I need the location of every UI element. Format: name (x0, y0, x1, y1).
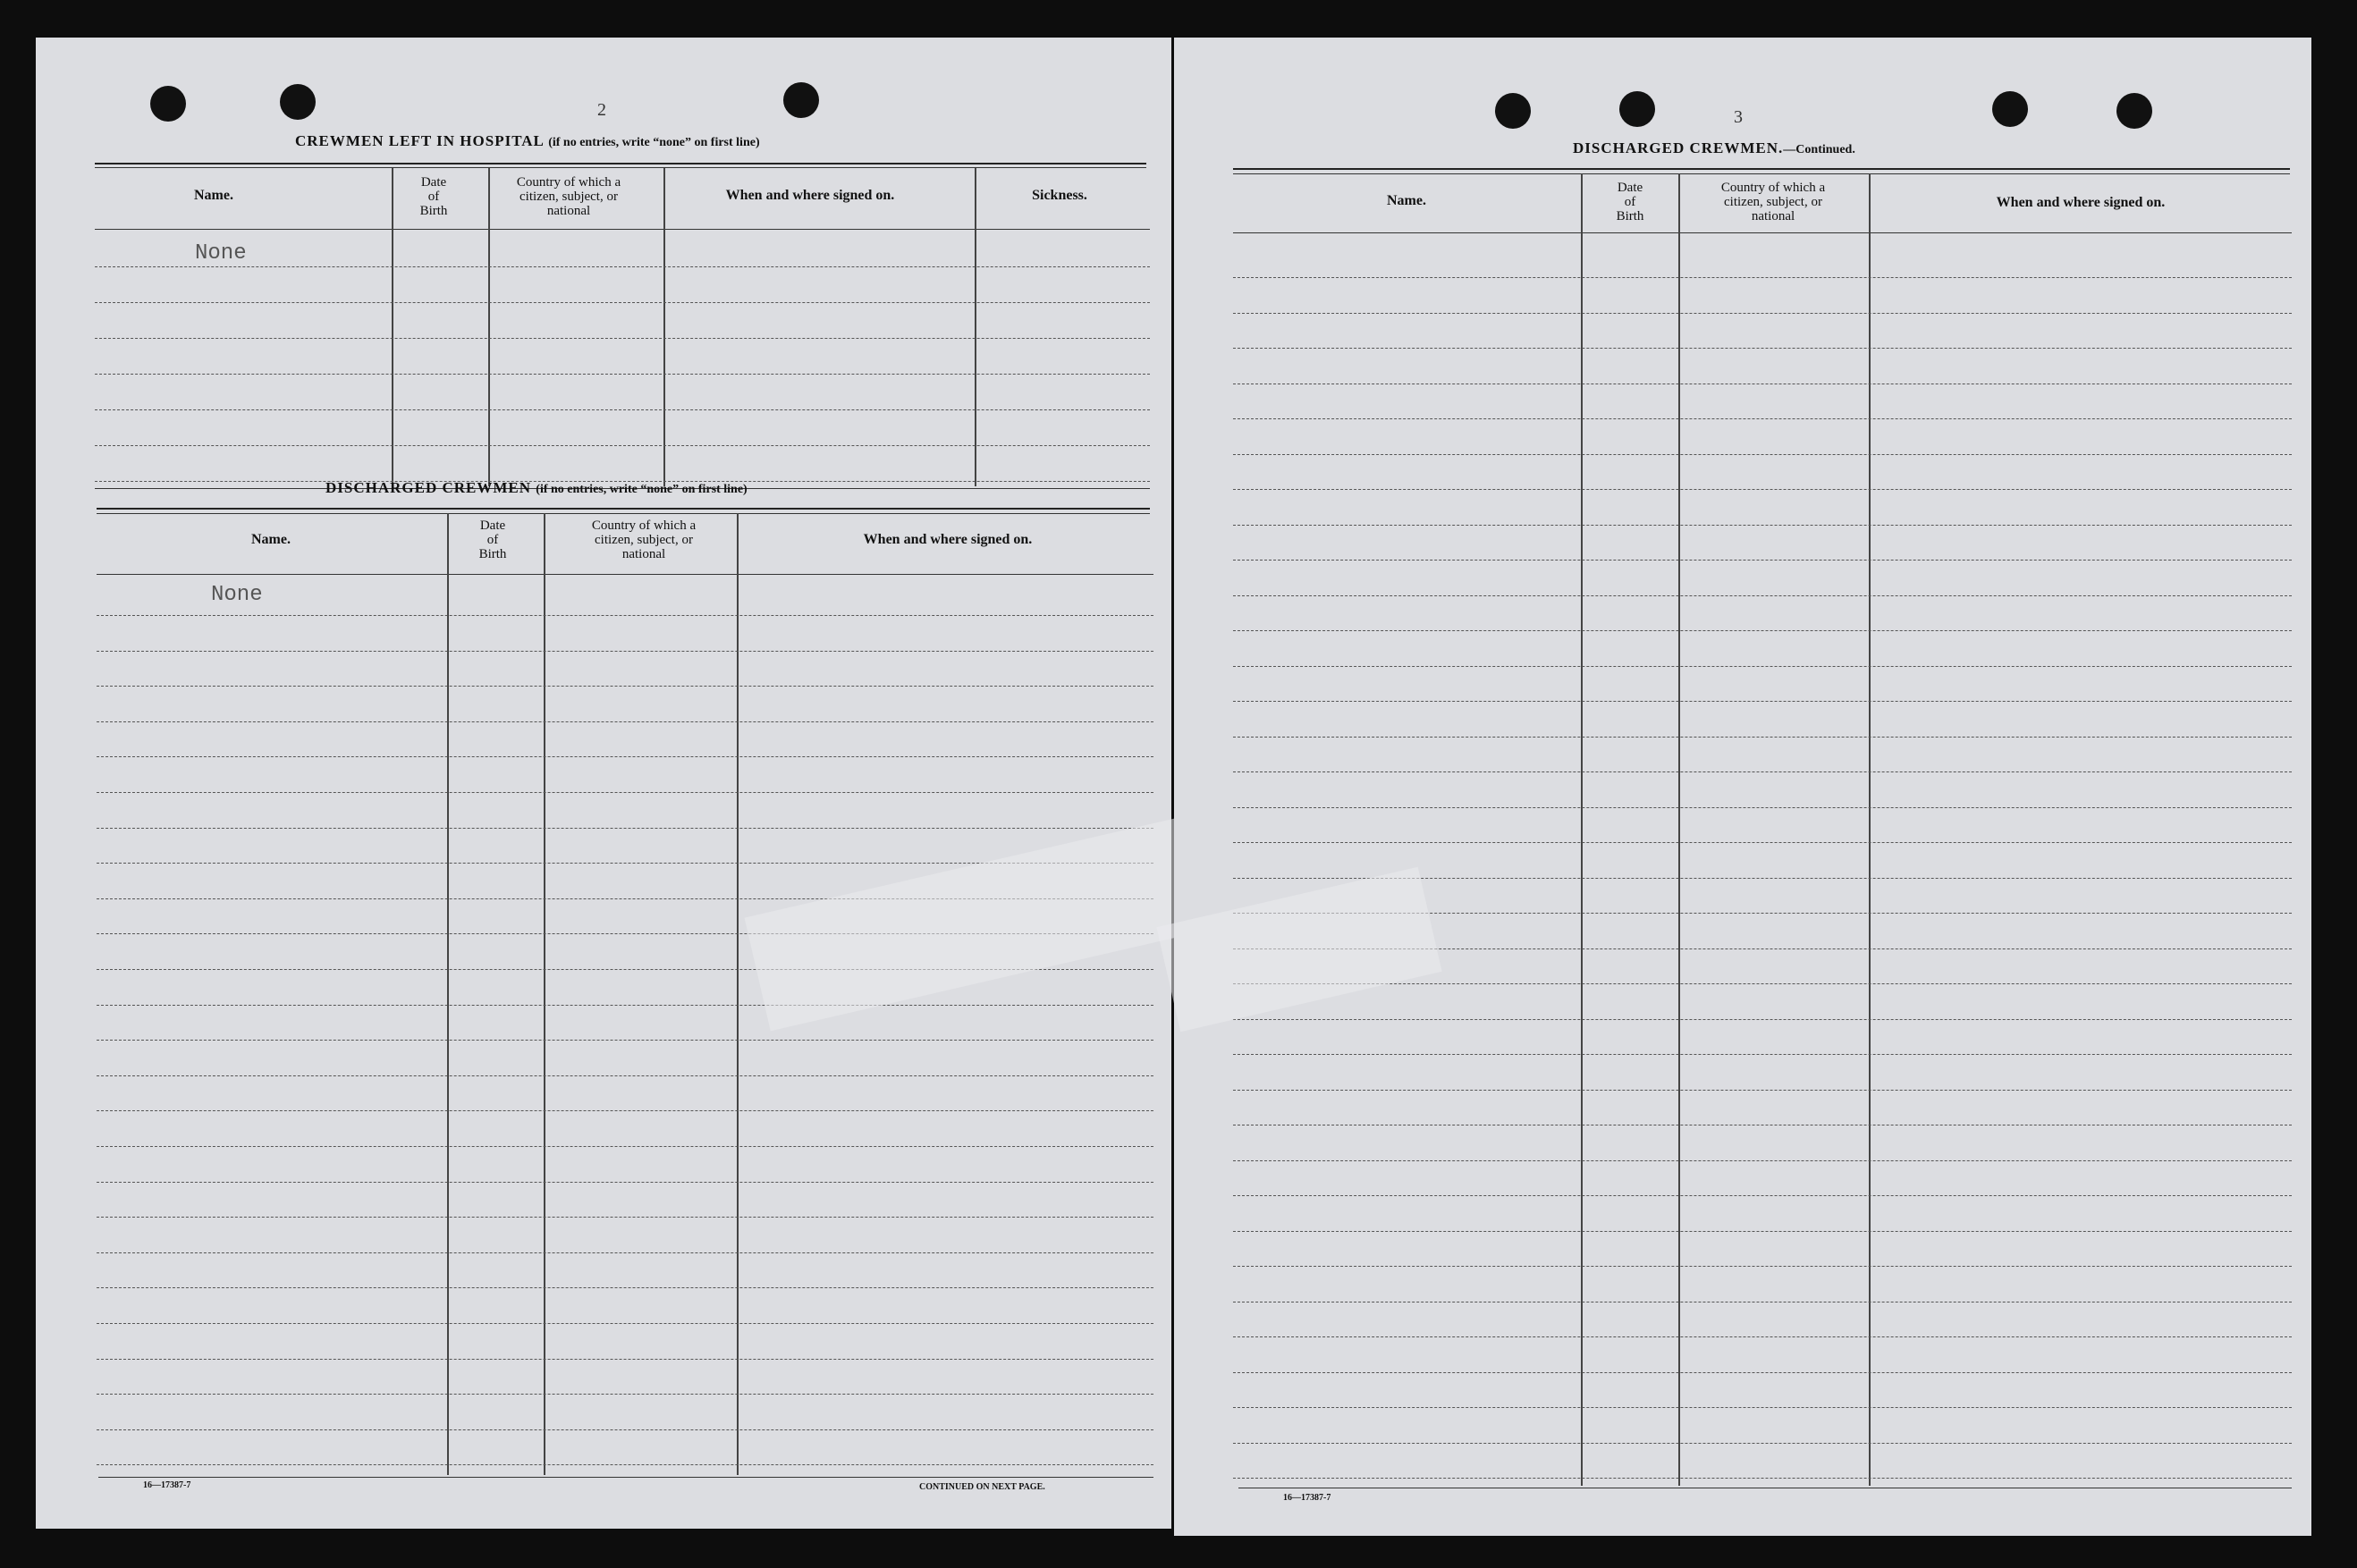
column-divider (1581, 173, 1583, 1486)
entry-line (97, 686, 1153, 687)
discharged-section-title (325, 479, 748, 497)
entry-line (97, 1394, 1153, 1395)
col-header-signed-on: When and where signed on. (725, 188, 895, 203)
entry-line (1233, 277, 2292, 278)
entry-line (97, 1040, 1153, 1041)
entry-line (1233, 666, 2292, 667)
punch-hole (2116, 93, 2152, 129)
entry-line (1233, 1090, 2292, 1091)
col-header-dob: Date of Birth (478, 518, 507, 561)
entry-line (1233, 1407, 2292, 1408)
column-divider (663, 168, 665, 486)
entry-line (97, 1252, 1153, 1253)
entry-line (95, 374, 1150, 375)
header-rule (1233, 168, 2290, 170)
entry-line (97, 1110, 1153, 1111)
hospital-entry-name: None (195, 241, 247, 266)
column-divider (392, 168, 393, 486)
entry-line (97, 1146, 1153, 1147)
entry-line (97, 828, 1153, 829)
column-divider (737, 513, 739, 1475)
entry-line (97, 1005, 1153, 1006)
col-header-signed-on: When and where signed on. (863, 532, 1033, 547)
col-header-country: Country of which a citizen, subject, or national (1720, 181, 1826, 223)
hospital-section-title (295, 132, 760, 150)
column-header-rule (1233, 232, 2292, 233)
entry-line (1233, 1160, 2292, 1161)
right-page (1174, 38, 2311, 1536)
col-header-dob: Date of Birth (419, 175, 448, 218)
entry-line (1233, 842, 2292, 843)
entry-line (97, 792, 1153, 793)
col-header-name: Name. (194, 188, 233, 203)
header-rule (95, 163, 1146, 164)
entry-line (97, 756, 1153, 757)
discharged-title-text: DISCHARGED CREWMEN. (1573, 139, 1784, 156)
discharged-instruction: (if no entries, write “none” on first line) (536, 483, 748, 496)
entry-line (1233, 418, 2292, 419)
entry-line (97, 1464, 1153, 1465)
entry-line (1233, 454, 2292, 455)
entry-line (97, 651, 1153, 652)
discharged-title-text: DISCHARGED CREWMEN (325, 479, 532, 496)
entry-line (1233, 1478, 2292, 1479)
entry-line (97, 1287, 1153, 1288)
entry-line (97, 1182, 1153, 1183)
form-number: 16—17387-7 (1283, 1493, 1331, 1503)
header-rule (95, 167, 1146, 168)
entry-line (95, 302, 1150, 303)
entry-line (1233, 313, 2292, 314)
entry-line (1233, 1019, 2292, 1020)
column-divider (1678, 173, 1680, 1486)
entry-line (1233, 1336, 2292, 1337)
col-header-dob: Date of Birth (1616, 181, 1644, 223)
hospital-instruction: (if no entries, write “none” on first line) (548, 136, 760, 149)
entry-line (1233, 1231, 2292, 1232)
punch-hole (1992, 91, 2028, 127)
column-header-rule (97, 574, 1153, 575)
entry-line (1233, 348, 2292, 349)
entry-line (1233, 983, 2292, 984)
section-end-rule (98, 1477, 1153, 1478)
col-header-name: Name. (1387, 193, 1426, 208)
entry-line (97, 1075, 1153, 1076)
entry-line (1233, 1266, 2292, 1267)
entry-line (1233, 1054, 2292, 1055)
column-divider (447, 513, 449, 1475)
column-divider (488, 168, 490, 486)
entry-line (97, 1359, 1153, 1360)
punch-hole (1619, 91, 1655, 127)
entry-line (1233, 560, 2292, 561)
entry-line (97, 1217, 1153, 1218)
entry-line (97, 1429, 1153, 1430)
entry-line (1233, 701, 2292, 702)
col-header-sickness: Sickness. (1032, 188, 1087, 203)
discharged-entry-name: None (211, 583, 263, 607)
punch-hole (1495, 93, 1531, 129)
entry-line (1233, 1372, 2292, 1373)
entry-line (97, 1323, 1153, 1324)
col-header-name: Name. (251, 532, 291, 547)
col-header-country: Country of which a citizen, subject, or national (516, 175, 621, 218)
entry-line (95, 409, 1150, 410)
page-number: 2 (597, 100, 606, 120)
header-rule (1233, 173, 2290, 174)
tape-residue (1156, 867, 1441, 1032)
entry-line (1233, 630, 2292, 631)
column-divider (544, 513, 545, 1475)
entry-line (95, 266, 1150, 267)
entry-line (1233, 1195, 2292, 1196)
entry-line (1233, 807, 2292, 808)
punch-hole (280, 84, 316, 120)
continued-note: CONTINUED ON NEXT PAGE. (919, 1482, 1045, 1492)
discharged-continued-title (1573, 139, 1855, 157)
entry-line (97, 615, 1153, 616)
entry-line (1233, 771, 2292, 772)
continued-suffix: —Continued. (1783, 143, 1855, 156)
left-page (36, 38, 1171, 1529)
entry-line (1233, 1443, 2292, 1444)
entry-line (1233, 489, 2292, 490)
page-number: 3 (1734, 107, 1743, 127)
entry-line (95, 338, 1150, 339)
punch-hole (150, 86, 186, 122)
entry-line (95, 445, 1150, 446)
punch-hole (783, 82, 819, 118)
col-header-country: Country of which a citizen, subject, or national (591, 518, 697, 561)
column-header-rule (95, 229, 1150, 230)
column-divider (1869, 173, 1871, 1486)
hospital-title-text: CREWMEN LEFT IN HOSPITAL (295, 132, 544, 149)
entry-line (1233, 595, 2292, 596)
entry-line (1233, 525, 2292, 526)
header-rule (97, 513, 1150, 514)
entry-line (1233, 737, 2292, 738)
col-header-signed-on: When and where signed on. (1996, 195, 2166, 210)
form-number: 16—17387-7 (143, 1480, 191, 1490)
column-divider (975, 168, 976, 486)
entry-line (97, 721, 1153, 722)
header-rule (97, 508, 1150, 510)
